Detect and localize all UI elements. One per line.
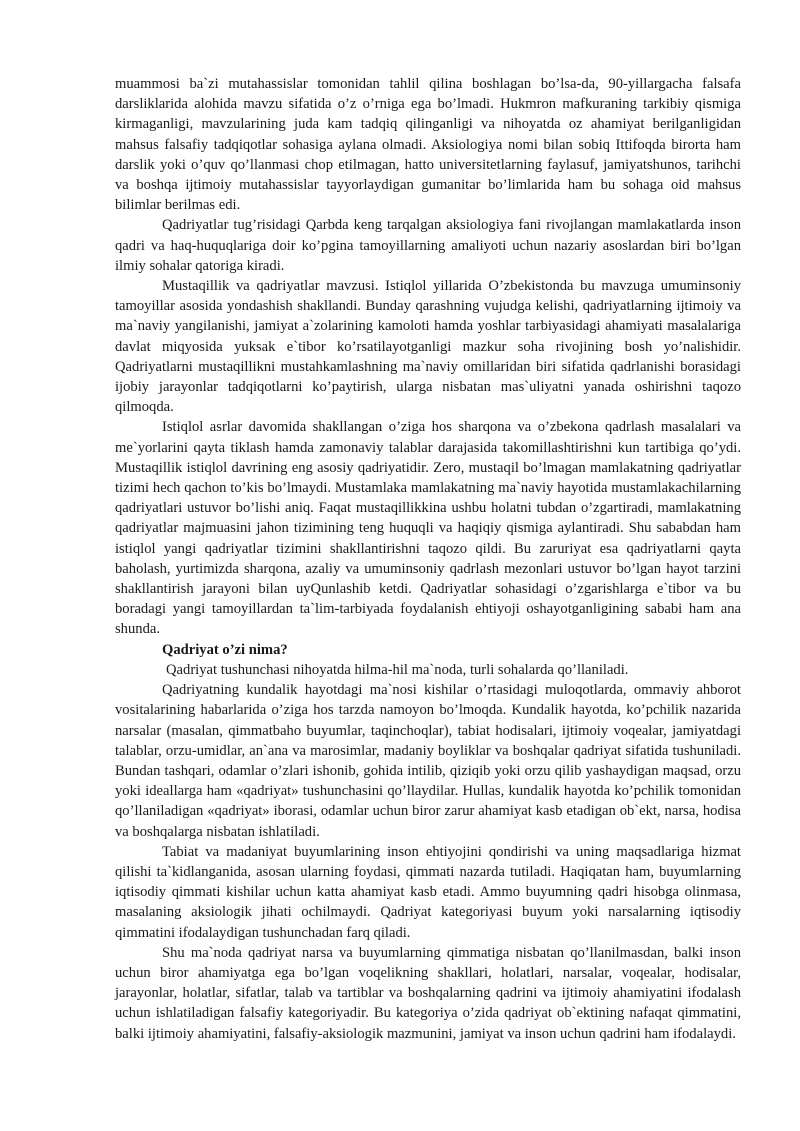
paragraph-definition: Qadriyat tushunchasi nihoyatda hilma-hil ma`noda, turli sohalarda qo’llaniladi. — [166, 661, 629, 678]
paragraph-everyday-meaning: Qadriyatning kundalik hayotdagi ma`nosi kishilar o’rtasidagi muloqotlarda, ommaviy ahborot vositalarining habarlarida o’ziga hos tarzda namoyon bo’lmoqda. Kundalik hayotda, ko’pchilik nazarida narsalar (masalan, qimmatbaho buyumlar, taqinchoqlar), tabiat hodisalari, ijtimoiy voqealar, jamiyatdagi talablar, orzu-umidlar, an`ana va marosimlar, madaniy boyliklar va boshqalar qadriyat sifatida tushuniladi. Bundan tashqari, odamlar o’zlari ishonib, gohida intilib, qiziqib yoki orzu qilib yashaydigan maqsad, orzu yoki ideallarga ham «qadriyat» tushunchasini qo’llaydilar. Hullas, kundalik hayotda ko’pchilik tomonidan qo’llaniladigan «qadriyat» iborasi, odamlar uchun biror zarur ahamiyat kasb etadigan ob`ekt, narsa, hodisa va boshqalarga nisbatan ishlatiladi. — [115, 682, 741, 840]
paragraph-philosophical-category: Shu ma`noda qadriyat narsa va buyumlarning qimmatiga nisbatan qo’llanilmasdan, balki inson uchun biror ahamiyatga ega bo’lgan voqelikning shakllari, holatlari, narsalar, voqealar, hodisalar, jarayonlar, holatlar, sifatlar, talab va tartiblar va boshqalarning qadrini va ijtimoiy ahamiyatini ifodalash uchun ishlatiladigan falsafiy kategoriyadir. Bu kategoriya o’zida qadriyat ob`ektining nafaqat qimmatini, balki ijtimoiy ahamiyatini, falsafiy-aksiologik mazmunini, jamiyat va inson uchun qadrini ham ifodalaydi. — [115, 944, 741, 1042]
document-page — [115, 74, 741, 1044]
paragraph-istiqlol: Istiqlol asrlar davomida shakllangan o’ziga hos sharqona va o’zbekona qadrlash masalalari va me`yorlarini qayta tiklash hamda zamonaviy talablar darajasida takomillashtirishni kun tartibiga qo’ydi. Mustaqillik istiqlol davrining eng asosiy qadriyatidir. Zero, mustaqil bo’lmagan mamlakatning qadriyatlar tizimi hech qachon to’kis bo’lmaydi. Mustamlaka mamlakatning ma`naviy hayotida mustamlakachilarning qadriyatlari ustuvor bo’lishi aniq. Faqat mustaqillikkina ushbu holatni tubdan o’zgartiradi, mamlakatning qadriyatlar majmuasini jahon tizimining teng huquqli va haqiqiy qismiga aylantiradi. Shu sababdan ham istiqlol yangi qadriyatlar tizimini shakllantirishni taqozo qildi. Bu zaruriyat esa qadriyatlarni qayta baholash, yurtimizda sharqona, azaliy va umuminsoniy qadrlash mezonlari ustuvor bo’lgan hayot tarzini shakllantirish jarayoni bilan uyQunlashib ketdi. Qadriyatlar sohasidagi o’zgarishlarga e`tibor va bu boradagi yangi tamoyillardan ta`lim-tarbiyada foydalanish ehtiyoji oshayotganligining sababi ham ana shunda. — [115, 419, 741, 638]
paragraph-axiology-west: Qadriyatlar tug’risidagi Qarbda keng tarqalgan aksiologiya fani rivojlangan mamlakatlarda inson qadri va haq-huquqlariga doir ko’pgina tamoyillarning amaliyoti uchun nazariy asoslardan biri bo’lgan ilmiy sohalar qatoriga kiradi. — [115, 217, 741, 274]
section-heading: Qadriyat o’zi nima? — [162, 641, 288, 658]
paragraph-independence-values: Mustaqillik va qadriyatlar mavzusi. Istiqlol yillarida O’zbekistonda bu mavzuga umuminsoniy tamoyillar asosida yondashish shakllandi. Bunday qarashning vujudga kelishi, qadriyatlarning ijtimoiy va ma`naviy yangilanishi, jamiyat a`zolarining kamoloti hamda yoshlar tarbiyasidagi ahamiyati masalalariga davlat miqyosida yuksak e`tibor ko’rsatilayotganligi mazkur soha rivojining bosh yo’nalishidir. Qadriyatlarni mustaqillikni mustahkamlashning ma`naviy omillaridan biri sifatida qadrlanishi borasidagi ijobiy jarayonlar tadqiqotlarni ko’paytirish, ularga nisbatan mas`uliyatni yanada oshirishni taqozo qilmoqda. — [115, 278, 741, 416]
paragraph-continuation: muammosi ba`zi mutahassislar tomonidan tahlil qilina boshlagan bo’lsa-da, 90-yillargacha falsafa darsliklarida alohida mavzu sifatida o’z o’rniga ega bo’lmadi. Hukmron mafkuraning tarkibiy qismiga kirmaganligi, mavzularining juda kam tadqiq qilinganligi va nihoyatda oz ahamiyat berilganligidan mahsus falsafiy tadqiqotlar sohasiga aylana olmadi. Aksiologiya nomi bilan sobiq Ittifoqda birorta ham darslik yoki o’quv qo’llanmasi chop etilmagan, hatto universitetlarning faylasuf, jamiyatshunos, tarihchi va boshqa ijtimoiy mutahassislar tayyorlaydigan gumanitar bo’limlarida ham bu sohaga oid mahsus bilimlar berilmas edi. — [115, 76, 741, 214]
paragraph-nature-culture: Tabiat va madaniyat buyumlarining inson ehtiyojini qondirishi va uning maqsadlariga hizmat qilishi ta`kidlanganida, asosan ularning foydasi, qimmati nazarda tutiladi. Haqiqatan ham, buyumlarning iqtisodiy qimmati kishilar uchun katta ahamiyat kasb etadi. Ammo buyumning qadri hisobga olinmasa, masalaning aksiologik jihati ochilmaydi. Qadriyat kategoriyasi buyum yoki narsalarning iqtisodiy qimmatini ifodalaydigan tushunchadan farq qiladi. — [115, 843, 741, 941]
